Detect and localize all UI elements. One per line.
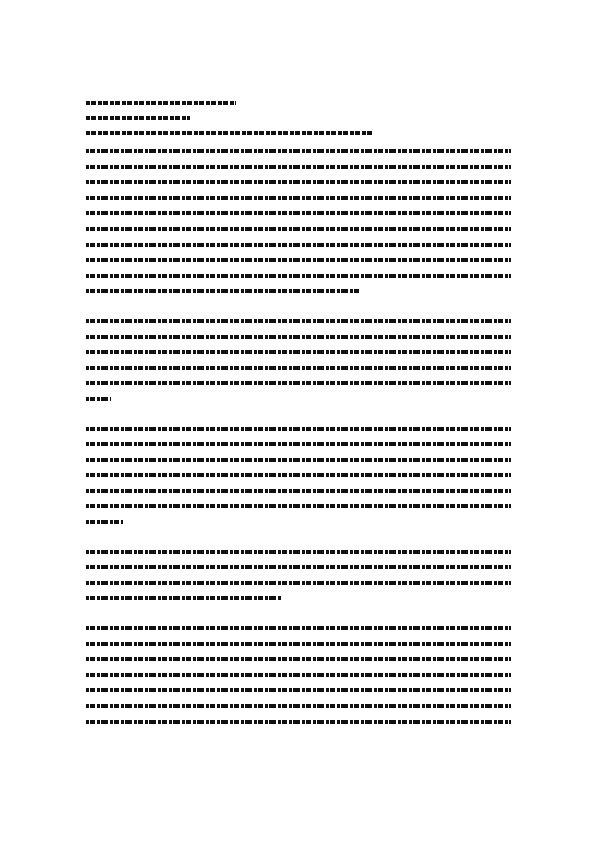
document-body <box>86 144 511 730</box>
document-header <box>86 99 386 144</box>
paragraph-5 <box>86 621 511 730</box>
paragraph-3 <box>86 422 511 531</box>
header-line-subject <box>86 129 386 138</box>
header-line-title <box>86 99 386 108</box>
paragraph-2 <box>86 314 511 408</box>
paragraph-4 <box>86 545 511 607</box>
header-line-date <box>86 114 386 123</box>
paragraph-1 <box>86 144 511 300</box>
